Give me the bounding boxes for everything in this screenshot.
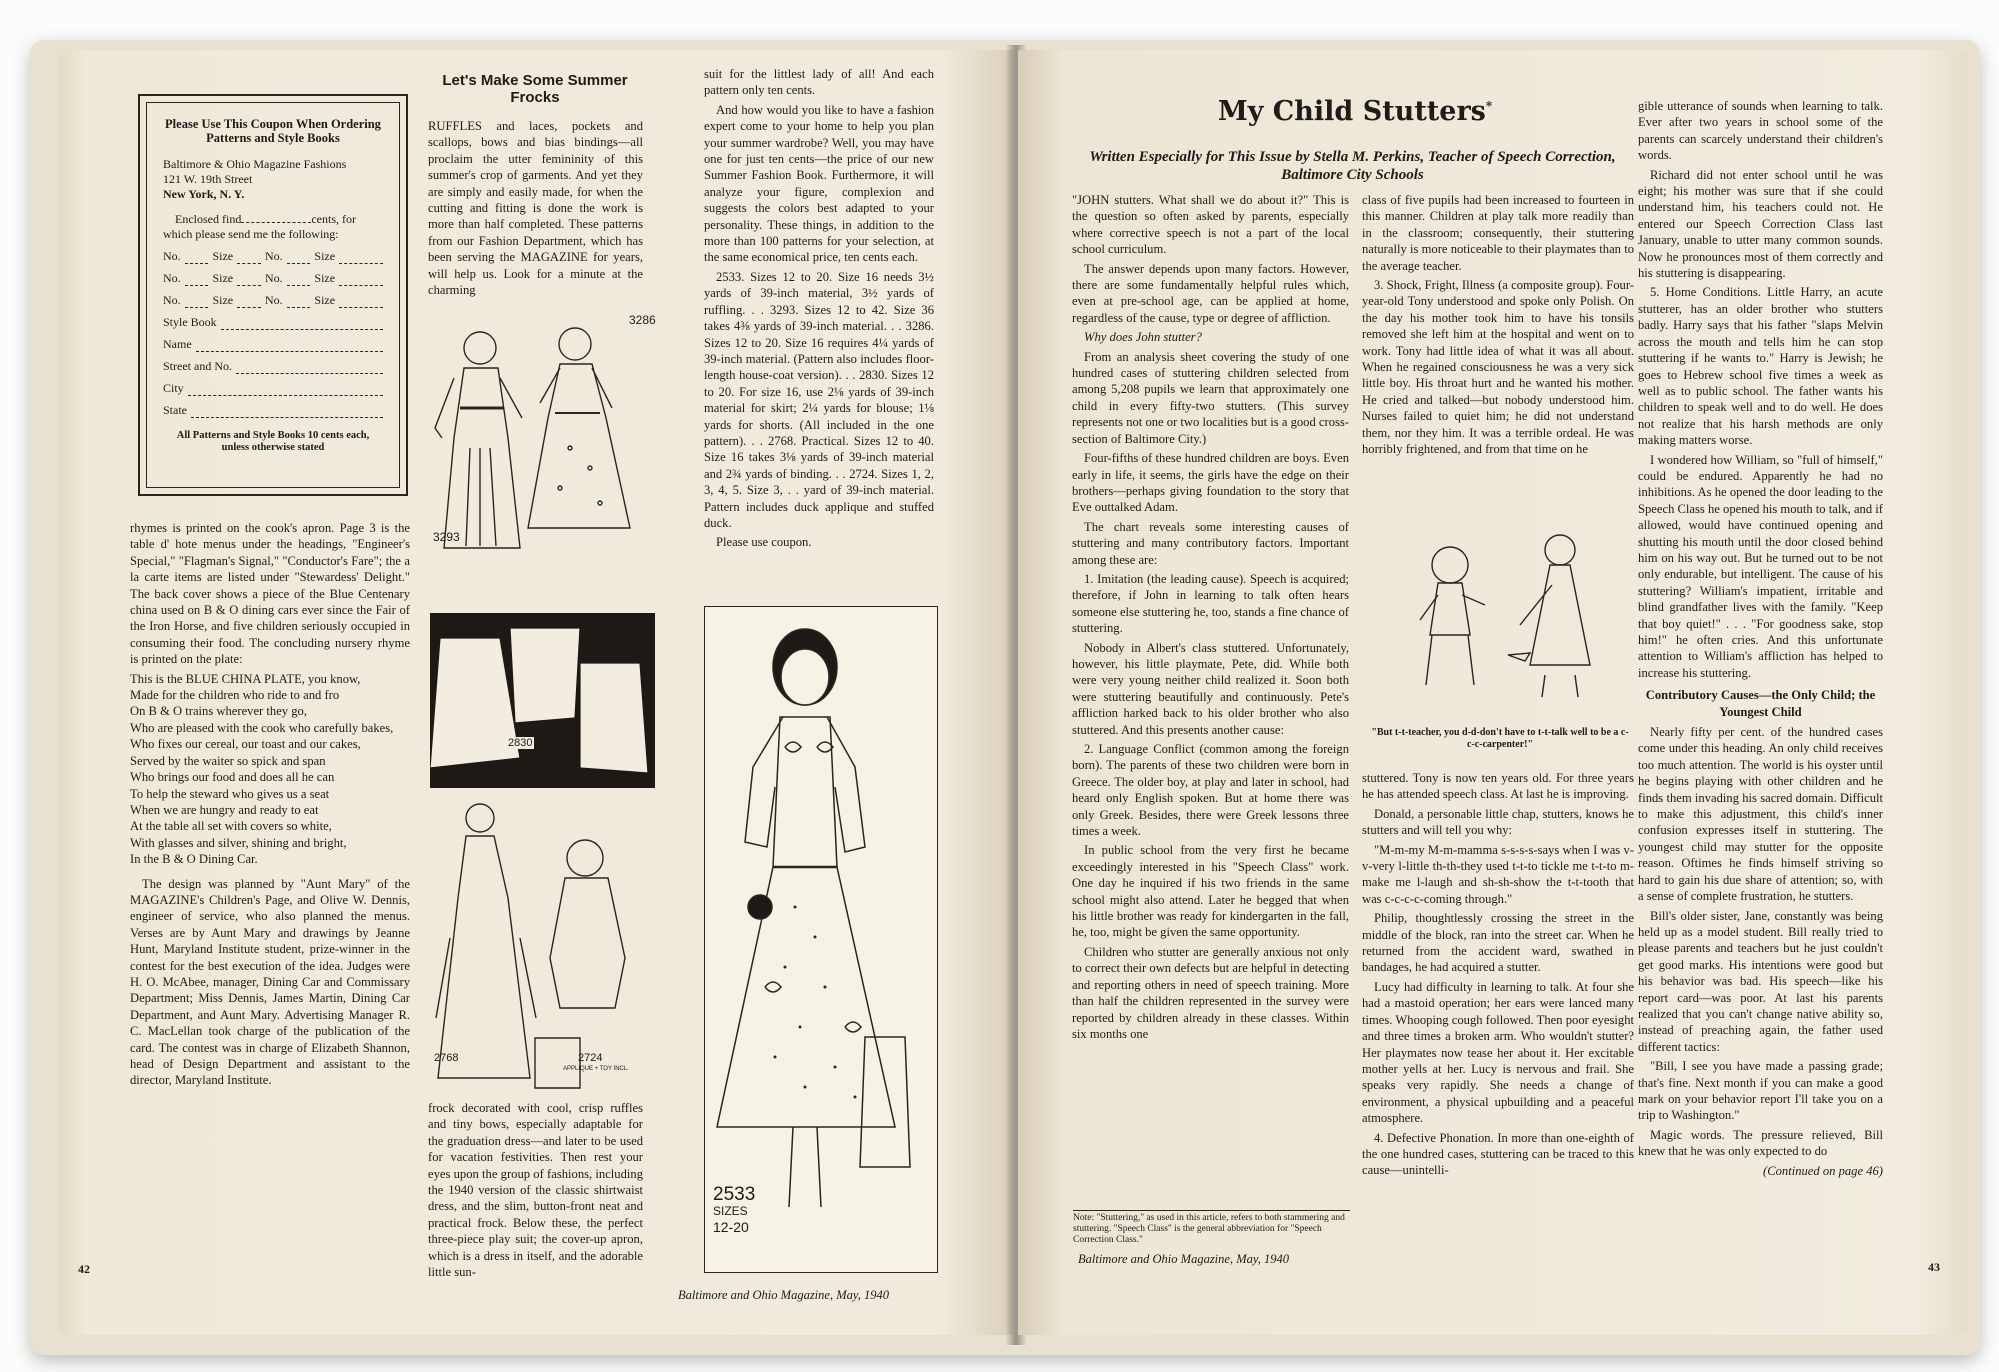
article-col2b: stuttered. Tony is now ten years old. For three years he has attended speech class. At last he is improving. Donald, a personable little chap, stutters, knows he stutters and will tell you why: "M-m-my M-m-mamma s-s-s-s-says when I was v-v-very l-little th-th-they used t-t-to tickle me t-t-to m-make me l-laugh and sh-sh-show the t-t-tooth that was c-c-c-c-coming through." Philip, thoughtlessly crossing the street in the middle of the block, ran into the street car. When he returned from the accident ward, swathed in bandages, he had acquired a stutter. Lucy had difficulty in learning to talk. At four she had a mastoid operation; her ears were lanced many times. Whooping cough followed. Then poor eyesight and three times a broken arm. Who wouldn't stutter? Her playmates now tease her about it. Her excitable mother yells at her. Lucy is nervous and frail. She speaks very rapidly. She needs a change of environment, a physical upbuilding and a peaceful atmosphere. 4. Defective Phonation. In more than one-eighth of the one hundred cases, stuttering can be traced to this cause—unintelli-: [1362, 771, 1634, 1178]
article-col3: gible utterance of sounds when learning to talk. Ever after two years in school some of the parents can scarcely understand their children's words. Richard did not enter school until he was eight; his mother was sure that if she could understand him, his teachers could not. He entered our Speech Correction Class last January, unable to utter many common sounds. Now he pronounces most of them correctly and his stuttering is disappearing. 5. Home Conditions. Little Harry, an acute stutterer, has an older brother who stutters badly. Harry says that his father "slaps Melvin across the mouth and tells him he can stop stuttering if he wants to." Harry is Jewish; he goes to Hebrew school five times a week as well as to public school. The father wants his children to speak well and to do well. He does not realize that his harsh methods are only making matters worse. I wondered how William, so "full of himself," could be endured. Apparently he had no inhibitions. As he opened the door leading to the Speech Class he opened his mouth to talk, and if allowed, would have continued opening and shutting his mouth until the door closed behind him on his way out. But he turned out to be not only endurable, but intelligent. The cause of his stuttering? William's impatient, irritable and blind grandfather lives with the family. "Keep that boy quiet!" . . . "For goodness sake, stop him!" he often cries. And this unfortunate attention to William's affliction has helped to increase his stuttering. Contributory Causes—the Only Child; the Youngest Child Nearly fifty per cent. of the hundred cases come under this heading. An only child receives too much attention. The world is his oyster until he begins playing with other children and he finds them invading his sacred domain. Difficult to make this adjustment, this child's inner confusion expresses itself in stuttering. The youngest child may stutter for the opposite reason. Oftimes he finds himself striving so hard to gain his due share of attention; so, with a sense of complete frustration, he stutters. Bill's older sister, Jane, constantly was being held up as a model student. Bill really tried to please parents and teachers but he just couldn't get good marks. His intentions were good but his behavior was bad. His speech—like his report card—was poor. At last his parents realized that you can't change native ability so, instead of preaching again, the father used different tactics: "Bill, I see you have made a passing grade; that's fine. Next month if you can make a good mark on your behavior report I'll take you on a trip to Washington." Magic words. The pressure relieved, Bill knew that he was only expected to do (Continued on page 46): [1638, 99, 1883, 1178]
fashion-illustrations: [430, 318, 655, 1108]
coupon-address: Baltimore & Ohio Magazine Fashions 121 W. 19th Street New York, N. Y.: [163, 157, 347, 201]
paragraph: rhymes is printed on the cook's apron. Page 3 is the table d' hote menus under the headings, "Engineer's Special," "Flagman's Signal," "Conductor's Fare"; the a la carte items are listed under "Stewardess' Delight." The back cover shows a piece of the Blue Centenary china used on B & O dining cars ever since the Fair of the Iron Horse, and five children seriously occupied in consuming their food. The concluding nursery rhyme is printed on the plate:: [130, 521, 410, 667]
cartoon-caption: "But t-t-teacher, you d-d-don't have to t-t-talk well to be a c-c-c-carpenter!": [1371, 727, 1629, 750]
coupon-field-city: City: [163, 374, 383, 396]
coupon-field-state: State: [163, 396, 383, 418]
frock-2533-label: 2533 SIZES 12-20: [713, 1184, 756, 1235]
applique-note: APPLIQUE + TOY INCL.: [563, 1066, 629, 1072]
article-footnote: Note: "Stuttering," as used in this article, refers to both stammering and stuttering. "Speech Class" is the general abbreviation for "Speech Correction Class.": [1073, 1210, 1350, 1246]
pattern-label: 2768: [434, 1052, 459, 1064]
article-byline: Written Especially for This Issue by Stella M. Perkins, Teacher of Speech Correction, Baltimore City Schools: [1089, 149, 1616, 183]
coupon-enclosed: Enclosed find cents, for which please send me the following:: [163, 212, 356, 241]
stutter-cartoon: [1390, 525, 1630, 705]
footer-magazine-right: Baltimore and Ohio Magazine, May, 1940: [1078, 1252, 1289, 1266]
dress-2768-illustration: [436, 804, 536, 1078]
coupon-field-name: Name: [163, 330, 383, 352]
footer-magazine-left: Baltimore and Ohio Magazine, May, 1940: [678, 1288, 889, 1302]
page-number-left: 42: [78, 1262, 90, 1276]
coupon-size-row: No. Size No. Size: [163, 264, 383, 286]
coupon-size-row: No. Size No. Size: [163, 242, 383, 264]
left-column-text: [130, 520, 410, 1092]
frocks-bottom-text: frock decorated with cool, crisp ruffles and tiny bows, especially adaptable for the graduation dress—and later to be used for vacation festivities. Then rest your eyes upon the group of fashions, including the 1940 version of the classic shirtwaist dress, and the slim, button-front neat and practical frock. Below these, the perfect three-piece play suit; the cover-up apron, which is a dress in itself, and the adorable little sun-: [428, 1101, 643, 1280]
playsuit-2724-illustration: [535, 840, 625, 1088]
pattern-label: 2830: [508, 737, 533, 749]
nursery-rhyme: This is the BLUE CHINA PLATE, you know, Made for the children who ride to and fro On B & O trains wherever they go, Who are pleased with the cook who carefully bakes, Who fixes our cereal, our toast and our cakes, Served by the waiter so spick and span Who brings our food and does all he can To help the steward who gives us a seat When we are hungry and ready to eat At the table all set with covers so white, With glasses and silver, shining and bright, In the B & O Dining Car.: [130, 671, 394, 867]
coupon-field-style-book: Style Book: [163, 308, 383, 330]
frock-2533-illustration: [705, 607, 937, 1272]
coupon-size-row: No. Size No. Size: [163, 286, 383, 308]
paragraph: The design was planned by "Aunt Mary" of the MAGAZINE's Children's Page, and Olive W. Dennis, engineer of service, who also planned the menus. Verses are by Aunt Mary and drawings by Jeanne Hunt, Maryland Institute student, prize-winner in the contest for the best execution of the idea. Judges were H. O. McAbee, manager, Dining Car and Commissary Department; Miss Dennis, James Martin, Dining Car Department, and Aunt Mary. Advertising Manager R. C. MacLellan took charge of the publication of the card. The contest was in charge of Elizabeth Shannon, head of Design Department and assistant to the director, Maryland Institute.: [130, 876, 410, 1088]
order-coupon: [138, 94, 408, 496]
article-title: My Child Stutters*: [1217, 96, 1493, 127]
article-col1: "JOHN stutters. What shall we do about it?" This is the question so often asked by parents, especially where corrective speech is not a part of the local school curriculum. The answer depends upon many factors. However, there are some fundamentally helpful rules which, even at pre-school age, can be applied at home, regardless of the cause, type or degree of affliction. Why does John stutter? From an analysis sheet covering the study of one hundred cases of stuttering children selected from among 5,208 pupils we learn that approximately one child in every fifty-two stutters. (This survey represents not one or two localities but is a good cross-section of Baltimore City.) Four-fifths of these hundred children are boys. Even early in life, it seems, the girls have the edge on their brothers—perhaps giving foundation to the story that Eve outtalked Adam. The chart reveals some interesting causes of stuttering and many contributory factors. Important among these are: 1. Imitation (the leading cause). Speech is acquired; therefore, if John in learning to talk often hears someone else stuttering he, too, stands a fine chance of stuttering. Nobody in Albert's class stuttered. Unfortunately, however, his little playmate, Pete, did. While both were very young neither child realized it. Soon both were stuttering beautifully and continuously. Pete's affliction harked back to his older brother who also stuttered. And this presents another cause: 2. Language Conflict (common among the foreign born). The parents of these two children were born in Greece. The older boy, at play and later in school, had heard only English spoken. But at home there was only Greek. Besides, there were Greek lessons three times a week. In public school from the very first he became exceedingly interested in his "Speech Class" work. One day he inquired if his two friends in the same school might also attend. Later he begged that when his little brother was ready for kindergarten in the fall, he, too, might be given the same opportunity. Children who stutter are generally anxious not only to correct their own defects but are helpful in detecting and reporting others in need of speech training. More than half the children represented in the survey were reported by children already in these classes. Within six months one: [1072, 193, 1350, 1041]
frock-2533-panel: [704, 606, 938, 1273]
dress-3293-illustration: [435, 332, 522, 548]
page-number-right: 43: [1928, 1260, 1940, 1274]
continued-note: (Continued on page 46): [1763, 1163, 1883, 1178]
article-subhead: Contributory Causes—the Only Child; the Youngest Child: [1645, 688, 1876, 719]
left-page: [58, 50, 1013, 1335]
dress-3286-illustration: [528, 328, 630, 528]
pattern-label: 3293: [433, 530, 460, 544]
pattern-label: 3286: [629, 313, 656, 327]
coupon-footer: All Patterns and Style Books 10 cents each, unless otherwise stated: [176, 430, 370, 453]
frocks-intro: RUFFLES and laces, pockets and scallops, bows and bias bindings—all proclaim the utter femininity of this summer's crop of garments. And yet they are simply and easily made, for when the cutting and fitting is done the work is more than half completed. These patterns from our Fashion Department, which has been serving the MAGAZINE for years, will help us. Look for a minute at the charming: [428, 119, 643, 298]
coupon-title: Please Use This Coupon When Ordering Patterns and Style Books: [165, 117, 381, 145]
frocks-title: Let's Make Some Summer Frocks: [442, 72, 628, 106]
coupon-field-street: Street and No.: [163, 352, 383, 374]
pattern-label: 2724: [578, 1052, 603, 1064]
article-col2: class of five pupils had been increased to fourteen in this manner. Children at play talk more readily than in the classroom; consequently, their stuttering naturally is more noticeable to their playmates than to the average teacher. 3. Shock, Fright, Illness (a composite group). Four-year-old Tony understood and spoke only Polish. On the day his mother took him to have his tonsils removed she left him at the hospital and went on to work. Tony had little idea of what it was all about. When he regained consciousness he was a very sick little boy. His throat hurt and he wanted his mother. He cried and talked—but nobody understood him. Nurses failed to quiet him; he did not understand them, nor they him. It was a terrible ordeal. He was horribly frightened, and from that time on he: [1362, 193, 1634, 457]
frocks-col3: suit for the littlest lady of all! And each pattern only ten cents. And how would you like to have a fashion expert come to your home to help you plan your summer wardrobe? Well, you may have one for just ten cents—the price of our new Summer Fashion Book. Furthermore, it will analyze your figure, complexion and suggests the colors best adapted to your personality. These things, in addition to the more than 100 patterns for your selection, at the same economical price, ten cents each. 2533. Sizes 12 to 20. Size 16 needs 3½ yards of 39-inch material, 3½ yards of ruffling. . . 3293. Sizes 12 to 42. Size 36 takes 4⅜ yards of 39-inch material. . . 3286. Sizes 12 to 20. Size 16 requires 4¼ yards of 39-inch material. (Pattern also includes floor-length house-coat version). . . 2830. Sizes 12 to 20. For size 16, use 2⅛ yards of 39-inch material for skirt; 2¼ yards for blouse; 1⅛ yards for shorts. (All included in the one pattern). . . 2768. Practical. Sizes 12 to 40. Size 16 takes 3⅛ yards of 39-inch material and 2¾ yards of binding. . . 2724. Sizes 1, 2, 3, 4, 5. Size 3, . . yard of 39-inch material. Pattern includes duck applique and stuffed duck. Please use coupon.: [704, 67, 934, 550]
